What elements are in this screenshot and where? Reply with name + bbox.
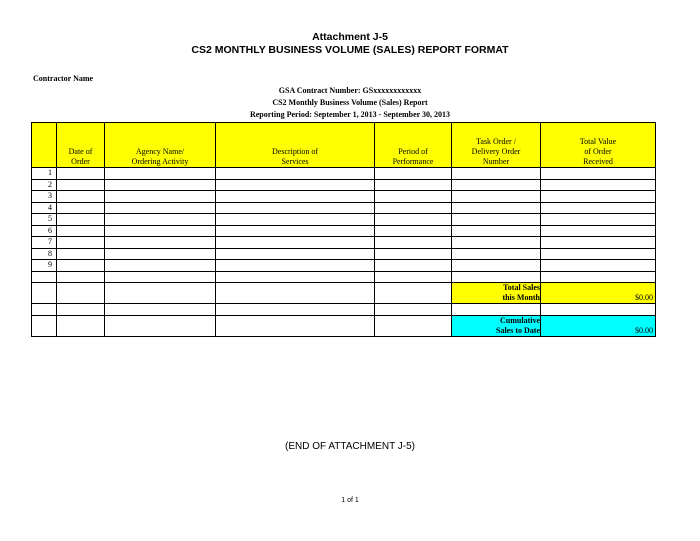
total-sales-value: $0.00	[541, 283, 656, 304]
page-number: 1 of 1	[341, 497, 359, 504]
row-number: 3	[32, 191, 57, 203]
table-row	[32, 248, 656, 260]
cell-agency-name[interactable]	[105, 214, 216, 226]
header-agency-name: Agency Name/ Ordering Activity	[105, 123, 216, 168]
cell-total-value[interactable]	[541, 214, 656, 226]
row-number: 7	[32, 237, 57, 249]
cell-date-of-order[interactable]	[57, 191, 105, 203]
table-row	[32, 225, 656, 237]
cell-task-order[interactable]	[452, 225, 541, 237]
cell-period-of-performance[interactable]	[375, 214, 452, 226]
table-row	[32, 168, 656, 180]
header-row-number	[32, 123, 57, 168]
cell-total-value[interactable]	[541, 248, 656, 260]
cell-date-of-order[interactable]	[57, 202, 105, 214]
header-description: Description of Services	[216, 123, 375, 168]
attachment-label: Attachment J-5	[312, 31, 388, 43]
cell-description[interactable]	[216, 214, 375, 226]
cell-description[interactable]	[216, 168, 375, 180]
cell-agency-name[interactable]	[105, 225, 216, 237]
total-sales-row	[32, 283, 656, 304]
total-sales-label: Total Sales this Month	[452, 283, 541, 304]
cell-total-value[interactable]	[541, 237, 656, 249]
cell-period-of-performance[interactable]	[375, 225, 452, 237]
cell-agency-name[interactable]	[105, 202, 216, 214]
report-name: CS2 Monthly Business Volume (Sales) Report	[272, 98, 428, 107]
cell-total-value[interactable]	[541, 168, 656, 180]
cell-date-of-order[interactable]	[57, 225, 105, 237]
cell-period-of-performance[interactable]	[375, 179, 452, 191]
end-of-attachment-note: (END OF ATTACHMENT J-5)	[285, 441, 415, 452]
cell-date-of-order[interactable]	[57, 260, 105, 272]
table-header-row	[32, 123, 656, 168]
reporting-period: Reporting Period: September 1, 2013 - September 30, 2013	[249, 110, 451, 119]
table-row	[32, 202, 656, 214]
contract-number: GSA Contract Number: GSxxxxxxxxxxxx	[278, 86, 422, 95]
cell-task-order[interactable]	[452, 168, 541, 180]
sales-report-table	[31, 122, 656, 337]
table-row	[32, 214, 656, 226]
cell-description[interactable]	[216, 179, 375, 191]
cell-total-value[interactable]	[541, 225, 656, 237]
cell-description[interactable]	[216, 202, 375, 214]
table-row	[32, 260, 656, 272]
header-period-of-performance: Period of Performance	[375, 123, 452, 168]
cell-task-order[interactable]	[452, 237, 541, 249]
table-row	[32, 179, 656, 191]
row-number: 9	[32, 260, 57, 272]
cell-description[interactable]	[216, 237, 375, 249]
cell-description[interactable]	[216, 260, 375, 272]
cell-total-value[interactable]	[541, 260, 656, 272]
cell-period-of-performance[interactable]	[375, 237, 452, 249]
cell-task-order[interactable]	[452, 214, 541, 226]
cell-task-order[interactable]	[452, 179, 541, 191]
header-total-value: Total Value of Order Received	[541, 123, 656, 168]
cell-agency-name[interactable]	[105, 168, 216, 180]
cell-period-of-performance[interactable]	[375, 202, 452, 214]
cell-agency-name[interactable]	[105, 237, 216, 249]
row-number: 5	[32, 214, 57, 226]
cell-date-of-order[interactable]	[57, 248, 105, 260]
contractor-name-label: Contractor Name	[33, 74, 94, 83]
cell-description[interactable]	[216, 248, 375, 260]
document-title: CS2 MONTHLY BUSINESS VOLUME (SALES) REPORT FORMAT	[191, 44, 509, 56]
cell-agency-name[interactable]	[105, 248, 216, 260]
table-row-blank	[32, 271, 656, 283]
cell-task-order[interactable]	[452, 202, 541, 214]
row-number: 1	[32, 168, 57, 180]
cell-date-of-order[interactable]	[57, 237, 105, 249]
cell-total-value[interactable]	[541, 202, 656, 214]
cumulative-sales-row	[32, 315, 656, 336]
table-row	[32, 191, 656, 203]
cell-date-of-order[interactable]	[57, 179, 105, 191]
row-number: 2	[32, 179, 57, 191]
cell-agency-name[interactable]	[105, 260, 216, 272]
cell-period-of-performance[interactable]	[375, 260, 452, 272]
cumulative-sales-label: Cumulative Sales to Date	[452, 315, 541, 336]
row-number: 6	[32, 225, 57, 237]
header-task-order: Task Order / Delivery Order Number	[452, 123, 541, 168]
cell-date-of-order[interactable]	[57, 168, 105, 180]
row-number: 4	[32, 202, 57, 214]
cell-total-value[interactable]	[541, 179, 656, 191]
cumulative-sales-value: $0.00	[541, 315, 656, 336]
cell-period-of-performance[interactable]	[375, 168, 452, 180]
cell-description[interactable]	[216, 191, 375, 203]
cell-agency-name[interactable]	[105, 179, 216, 191]
table-row	[32, 237, 656, 249]
cell-date-of-order[interactable]	[57, 214, 105, 226]
spacer-row	[32, 304, 656, 316]
cell-total-value[interactable]	[541, 191, 656, 203]
row-number: 8	[32, 248, 57, 260]
cell-agency-name[interactable]	[105, 191, 216, 203]
cell-task-order[interactable]	[452, 191, 541, 203]
cell-period-of-performance[interactable]	[375, 191, 452, 203]
cell-description[interactable]	[216, 225, 375, 237]
header-date-of-order: Date of Order	[57, 123, 105, 168]
cell-period-of-performance[interactable]	[375, 248, 452, 260]
cell-task-order[interactable]	[452, 248, 541, 260]
cell-task-order[interactable]	[452, 260, 541, 272]
